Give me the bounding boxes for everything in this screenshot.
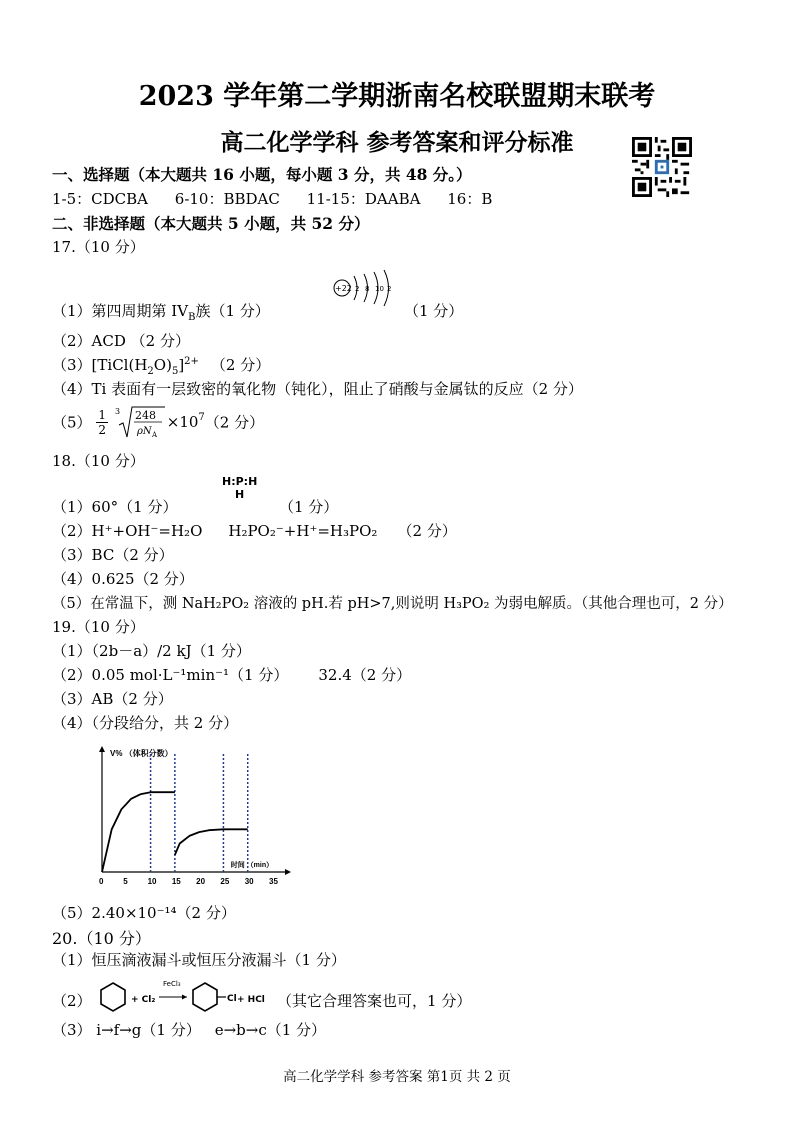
q19-answer-1: （1）（2b－a）/2 kJ（1 分） — [52, 642, 251, 660]
fraction-half: $\frac{1}{2}$ — [98, 407, 106, 437]
y-axis-label: V% （体积分数） — [110, 749, 173, 758]
mc-answer: 1-5：CDCBA — [52, 190, 148, 208]
mc-answer: 6-10：BBDAC — [174, 190, 280, 208]
benzene-ring-icon — [101, 983, 125, 1011]
arrow-icon — [182, 995, 187, 1000]
q19-label: 19.（10 分） — [52, 618, 145, 636]
x-tick-label: 0 — [99, 877, 104, 886]
q17-answer-1-score: （1 分） — [404, 302, 464, 320]
lewis-structure: H:P:H H — [222, 475, 258, 501]
x-tick-label: 20 — [196, 877, 206, 886]
svg-text:+ HCl: + HCl — [237, 995, 265, 1005]
cube-root — [115, 405, 165, 439]
x-tick-label: 15 — [171, 877, 181, 886]
chart-svg — [90, 742, 310, 892]
q18-answer-2: （2）H⁺+OH⁻=H₂O H₂PO₂⁻+H⁺=H₃PO₂ （2 分） — [52, 522, 457, 540]
q17-answer-1: （1）第四周期第 $IV_B$族（1 分） — [52, 302, 270, 323]
shell-electrons: 10 — [375, 285, 384, 293]
x-axis-arrow — [285, 869, 291, 875]
mc-answer: 11-15：DAABA — [306, 190, 421, 208]
shell-electrons: 2 — [355, 285, 360, 293]
svg-text:FeCl₃: FeCl₃ — [163, 980, 181, 988]
qr-code-icon — [632, 137, 692, 197]
section-2-heading: 二、非选择题（本大题共 5 小题，共 52 分） — [52, 214, 370, 233]
q18-answer-1: （1）60°（1 分） — [52, 498, 178, 516]
svg-text:+ Cl₂: + Cl₂ — [131, 995, 156, 1005]
q20-answer-2-score: （其它合理答案也可，1 分） — [277, 992, 472, 1010]
q17-answer-5: （5） $\frac{1}{2}$ 3 248 ρN A $\times 10^7(2$ 分） — [52, 407, 265, 439]
mc-answers — [52, 188, 492, 209]
section-1-heading: 一、选择题（本大题共 16 小题，每小题 3 分，共 48 分。） — [52, 165, 472, 184]
q17-answer-3: $(3)[TiCl(H_2O)_5]^{2+}$ （2 分） — [52, 356, 271, 377]
q18-answer-5: （5）在常温下，测 NaH₂PO₂ 溶液的 pH.若 pH>7,则说明 H₃PO₂ 为弱电解质。（其他合理也可，2 分） — [52, 596, 733, 612]
y-axis-arrow — [99, 746, 105, 752]
x-tick-label: 25 — [220, 877, 230, 886]
benzene-ring-icon — [193, 983, 217, 1011]
svg-text:Cl: Cl — [227, 994, 237, 1004]
q20-answer-1: （1）恒压滴液漏斗或恒压分液漏斗（1 分） — [52, 951, 346, 969]
svg-text:A: A — [151, 431, 157, 439]
q20-answer-3: （3） i→f→g（1 分） e→b→c（1 分） — [52, 1021, 327, 1039]
svg-text:248: 248 — [134, 409, 156, 422]
q18-answer-3: （3）BC（2 分） — [52, 546, 174, 564]
svg-text:3: 3 — [114, 407, 120, 416]
shell-electrons: 8 — [365, 285, 370, 293]
page-subtitle: 高二化学学科 参考答案和评分标准 — [220, 129, 574, 156]
volume-fraction-chart — [90, 742, 310, 896]
x-axis-label: 时间 （min） — [230, 862, 274, 869]
q18-answer-4: （4）0.625（2 分） — [52, 570, 194, 588]
page-title: 2023 学年第二学期浙南名校联盟期末联考 — [138, 81, 656, 112]
q18-label: 18.（10 分） — [52, 452, 145, 470]
series-line — [175, 829, 248, 855]
x-tick-label: 10 — [147, 877, 157, 886]
q20-answer-2-label: （2） — [52, 992, 92, 1010]
mc-answer: 16：B — [447, 190, 493, 208]
q19-answer-2: （2）0.05 mol·L⁻¹min⁻¹（1 分） 32.4（2 分） — [52, 666, 412, 684]
q20-label: 20.（10 分） — [52, 929, 151, 948]
q17-label: 17.（10 分） — [52, 238, 145, 256]
q17-answer-2: （2）ACD （2 分） — [52, 332, 190, 350]
atom-structure-diagram — [332, 268, 396, 308]
x-tick-label: 30 — [244, 877, 254, 886]
nucleus-charge: +22 — [335, 284, 352, 293]
x-tick-label: 35 — [269, 877, 278, 886]
page-footer: 高二化学学科 参考答案 第1页 共 2 页 — [283, 1069, 511, 1085]
shell-electrons: 2 — [387, 285, 392, 293]
series-line — [102, 792, 175, 872]
reaction-equation — [95, 975, 275, 1015]
svg-text:ρN: ρN — [136, 426, 152, 437]
q17-answer-4: （4）Ti 表面有一层致密的氧化物（钝化），阻止了硝酸与金属钛的反应（2 分） — [52, 380, 583, 398]
q19-answer-4: （4）（分段给分，共 2 分） — [52, 714, 239, 732]
x-tick-label: 5 — [123, 877, 128, 886]
q19-answer-5: （5）2.40×10⁻¹⁴（2 分） — [52, 904, 236, 922]
q18-answer-1-score: （1 分） — [279, 498, 339, 516]
q19-answer-3: （3）AB（2 分） — [52, 690, 173, 708]
